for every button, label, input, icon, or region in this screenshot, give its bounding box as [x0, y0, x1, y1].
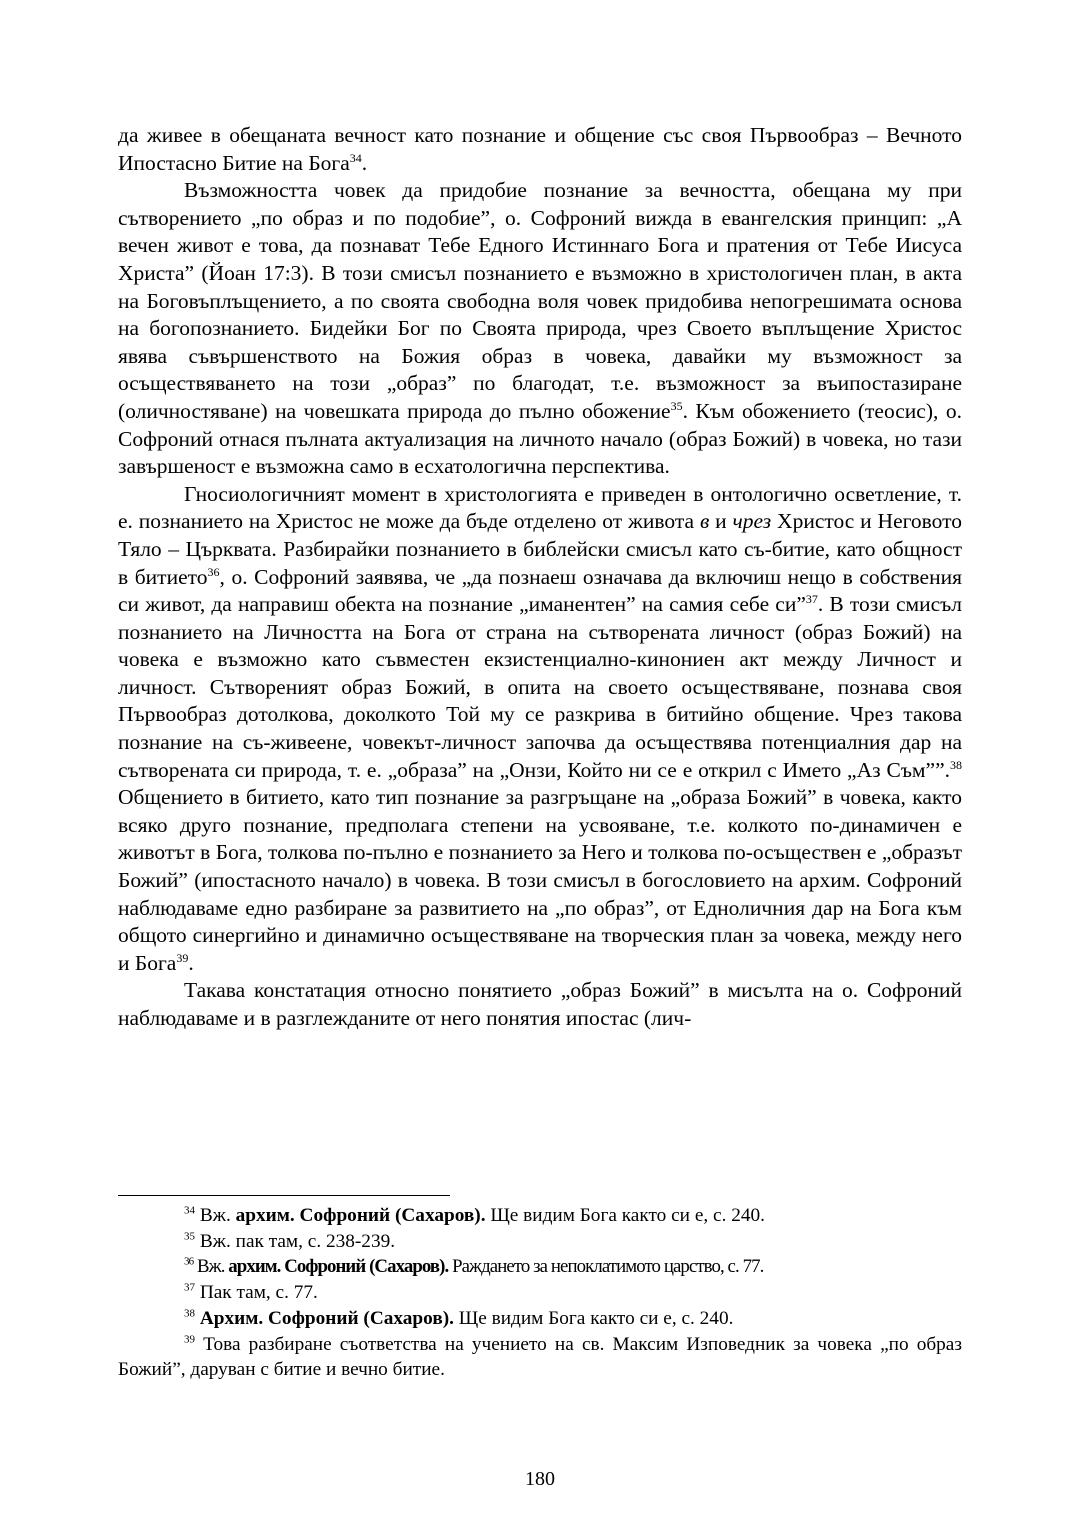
text-run: Общението в битието, като тип познание за разгръщане на „образа Божий” в човека, както всяко друго познание, предполага степени на усвояване, т.е. колкото по-динамичен е животът в Бога, толкова по-пълно е познанието за Него и толкова по-осъществен е „образът Божий” (ипостасното начало) в човека. В този смисъл в богословието на архим. Софроний наблюдаваме едно разбиране за развитието на „по образ”, от Едноличния дар на Бога към общото синергийно и динамично осъществяване на творческия план за човека, между него и Бога: [118, 785, 962, 975]
text-run: . В този смисъл познанието на Личността на Бога от страна на сътворената личност (образ Божий) на човека е възможно като съвместен екзистенциално-кинониен акт между Личност и личност. Сътвореният образ Божий, в опита на своето осъществяване, познава своя Първообраз дотолкова, доколкото Той му се разкрива в битийно общение. Чрез такова познание на съ-живеене, човекът-личност започва да осъществява потенциалния дар на сътворената си природа, т. е. „образа” на „Онзи, Който ни се е открил с Името „Аз Съм””.: [118, 592, 962, 782]
footnote-36: [118, 1254, 962, 1280]
footnote-ref: 36: [207, 564, 220, 579]
footnote-number: 38: [184, 1307, 195, 1320]
text-run: Ще видим Бога както си е, с. 240.: [485, 1205, 765, 1226]
text-run: Гносиологичният момент в христологията е приведен в онтологично осветление, т. е. познанието на Христос не може да бъде отделено от живота: [118, 481, 962, 534]
text-run: да живее в обещаната вечност като познание и общение със своя Първообраз – Вечното Ипостасно Битие на Бога: [118, 123, 962, 175]
paragraph-4: [118, 977, 962, 1032]
footnotes: [118, 1203, 962, 1383]
paragraph-2: [118, 177, 962, 481]
text-run: .: [361, 150, 368, 175]
footnote-35: [118, 1229, 962, 1255]
text-run: , о. Софроний заявява, че „да познаеш означава да включиш нещо в собствения си живот, да направиш обекта на познание „иманентен” на самия себе си”: [118, 564, 962, 617]
footnote-ref: 34: [349, 150, 362, 165]
italic-text: чрез: [732, 509, 772, 534]
footnote-39: [118, 1332, 962, 1383]
footnote-number: 35: [184, 1230, 195, 1243]
footnote-ref: 37: [805, 591, 818, 606]
footnote-ref: 39: [176, 950, 189, 965]
text-run: .: [188, 950, 194, 975]
footnote-38: [118, 1306, 962, 1332]
text-run: Вж. пак там, с. 238-239.: [195, 1230, 396, 1252]
text-run: Това разбиране съответства на учението на св. Максим Изповедник за човека „по образ Божий”, даруван с битие и вечно битие.: [118, 1333, 962, 1381]
text-run: . Към обожението (теосис), о. Софроний отнася пълната актуализация на личното начало (образ Божий) в човека, но тази завършеност е възможна само в есхатологична перспектива.: [118, 398, 962, 479]
italic-text: в: [699, 509, 710, 534]
text-run: Такава констатация относно понятието „образ Божий” в мисълта на о. Софроний наблюдаваме и в разглежданите от него понятия ипостас (лич-: [118, 978, 962, 1030]
text-run: Възможността човек да придобие познание за вечността, обещана му при сътворението „по образ и по подобие”, о. Софроний вижда в евангелския принцип: „А вечен живот е това, да познават Тебе Едного Истиннаго Бога и пратения от Тебе Иисуса Христа” (Йоан 17:3). В този смисъл познанието е възможно в христологичен план, в акта на Боговъплъщението, а по своята свободна воля човек придобива непогрешимата основа на богопознанието. Бидейки Бог по Своята природа, чрез Своето въплъщение Христос явява съвършенството на Божия образ в човека, давайки му възможност за осъществяването на този „образ” по благодат, т.е. възможност за въипостазиране (оличностяване) на човешката природа до пълно обожение: [118, 178, 962, 423]
text-run: Вж.: [193, 1256, 229, 1278]
footnote-number: 37: [184, 1281, 195, 1294]
bold-text: архим. Софроний (Сахаров).: [235, 1205, 486, 1226]
text-run: и: [709, 509, 733, 534]
text-run: Христос и Неговото Тяло – Църквата. Разбирайки познанието в библейски смисъл като съ-битие, като общност в битието: [118, 509, 962, 589]
footnote-37: [118, 1280, 962, 1306]
text-run: Ще видим Бога както си е, с. 240.: [453, 1307, 734, 1329]
text-run: Пак там, с. 77.: [195, 1282, 318, 1304]
body-text: [118, 122, 962, 1033]
footnote-number: 36: [184, 1256, 194, 1269]
page-number: 180: [525, 1468, 555, 1490]
footnote-number: 39: [184, 1333, 195, 1346]
footnote-ref: 35: [670, 398, 683, 413]
footnote-ref: 38: [950, 757, 962, 772]
text-run: Раждането за непоклатимото царство, с. 77.: [448, 1256, 764, 1278]
footnote-34: [118, 1203, 962, 1229]
paragraph-3: [118, 481, 962, 978]
footnote-separator: [118, 1195, 450, 1196]
bold-text: архим. Софроний (Сахаров).: [228, 1256, 449, 1278]
paragraph-1: [118, 122, 962, 177]
bold-text: Архим. Софроний (Сахаров).: [199, 1307, 454, 1329]
text-run: Вж.: [195, 1205, 236, 1226]
footnote-number: 34: [184, 1204, 195, 1217]
